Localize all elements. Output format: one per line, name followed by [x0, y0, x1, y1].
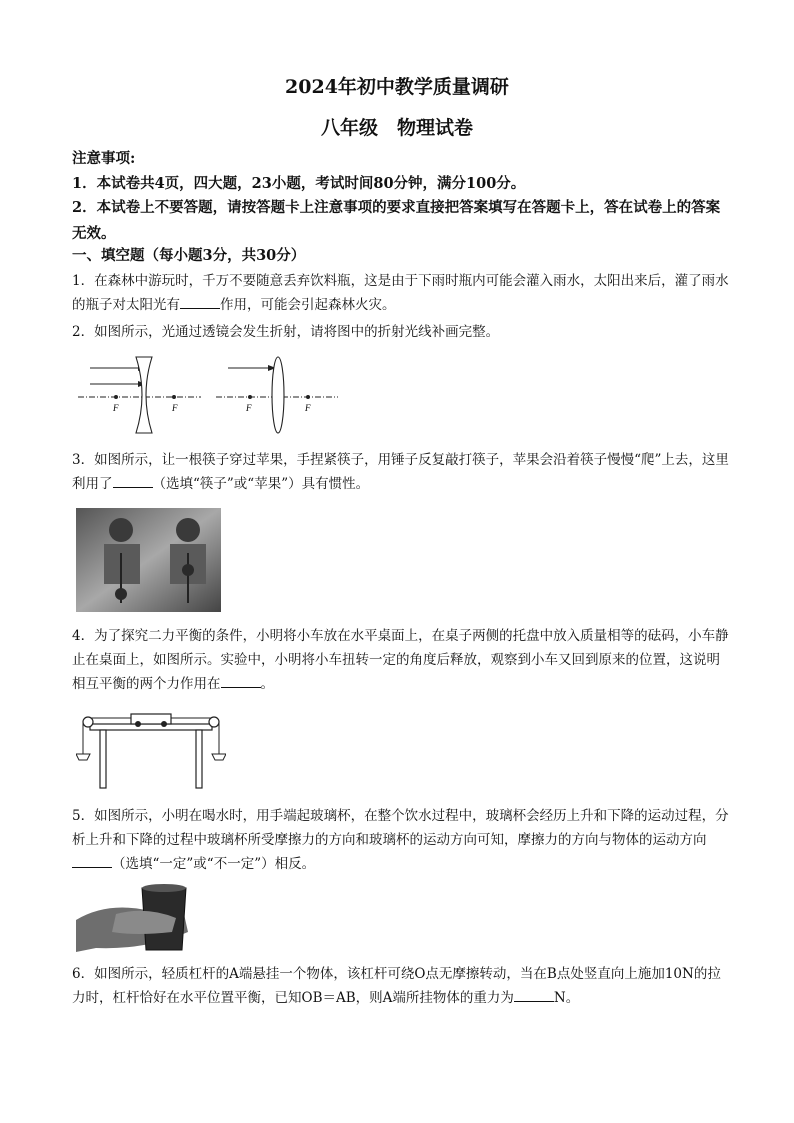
- focus-point: [306, 395, 310, 399]
- answer-blank: [180, 294, 220, 309]
- question-4: [72, 624, 732, 696]
- force-balance-apparatus: [76, 708, 226, 790]
- question-1-text: 1．在森林中游玩时，千万不要随意丢弃饮料瓶，这是由于下雨时瓶内可能会灌入雨水，太阳出来后，灌了雨水的瓶子对太阳光有: [72, 273, 729, 313]
- pulley: [209, 717, 219, 727]
- focus-label: F: [172, 403, 178, 413]
- question-4-text: 4．为了探究二力平衡的条件，小明将小车放在水平桌面上，在桌子两侧的托盘中放入质量相等的砝码，小车静止在桌面上，如图所示。实验中，小明将小车扭转一定的角度后释放，观察到小车又回到原来的位置，这说明相互平衡的两个力作用在: [72, 628, 729, 692]
- pulley: [83, 717, 93, 727]
- focus-label: F: [305, 403, 311, 413]
- answer-blank: [113, 473, 153, 488]
- question-5-text: 5．如图所示，小明在喝水时，用手端起玻璃杯，在整个饮水过程中，玻璃杯会经历上升和下降的运动过程，分析上升和下降的过程中玻璃杯所受摩擦力的方向和玻璃杯的运动方向可知，摩擦力的方向与物体的运动方向: [72, 808, 729, 848]
- focus-point: [172, 395, 176, 399]
- tray: [212, 754, 226, 760]
- question-6-text-end: N。: [553, 990, 580, 1006]
- answer-blank: [514, 987, 554, 1002]
- exam-title: 2024年初中教学质量调研: [285, 76, 509, 98]
- note-item-2: 2．本试卷上不要答题，请按答题卡上注意事项的要求直接把答案填写在答题卡上，答在试卷上的答案无效。: [72, 199, 721, 242]
- section-heading: 一、填空题（每小题3分，共30分）: [72, 247, 306, 264]
- note-item-1: 1．本试卷共4页，四大题，23小题，考试时间80分钟，满分100分。: [72, 175, 526, 192]
- question-4-text-end: 。: [260, 676, 274, 692]
- question-6-text: 6．如图所示，轻质杠杆的A端悬挂一个物体，该杠杆可绕O点无摩擦转动，当在B点处竖直向上施加10N的拉力时，杠杆恰好在水平位置平衡，已知OB＝AB，则A端所挂物体的重力为: [72, 966, 721, 1006]
- tray: [76, 754, 90, 760]
- question-5-text-end: （选填“一定”或“不一定”）相反。: [112, 856, 316, 872]
- question-6: [72, 962, 732, 1010]
- question-5: [72, 804, 732, 876]
- focus-label: F: [113, 403, 119, 413]
- question-3-text: 3．如图所示，让一根筷子穿过苹果，手捏紧筷子，用锤子反复敲打筷子，苹果会沿着筷子慢慢“爬”上去，这里利用了: [72, 452, 729, 492]
- hand-holding-glass-photo: [76, 880, 196, 956]
- question-3: [72, 448, 732, 496]
- answer-blank: [72, 853, 112, 868]
- answer-blank: [221, 673, 261, 688]
- focus-point: [114, 395, 118, 399]
- apple-chopstick-photo: [76, 508, 221, 612]
- exam-subtitle: 八年级 物理试卷: [320, 117, 473, 139]
- lens-diagram: [76, 355, 346, 435]
- question-3-text-end: （选填“筷子”或“苹果”）具有惯性。: [152, 476, 370, 492]
- question-1: [72, 269, 732, 317]
- convex-lens: [272, 357, 284, 433]
- focus-label: F: [246, 403, 252, 413]
- focus-point: [248, 395, 252, 399]
- question-1-text-end: 作用，可能会引起森林火灾。: [220, 297, 396, 313]
- question-2: 2．如图所示，光通过透镜会发生折射，请将图中的折射光线补画完整。: [72, 324, 500, 340]
- notes-heading: 注意事项:: [72, 150, 136, 167]
